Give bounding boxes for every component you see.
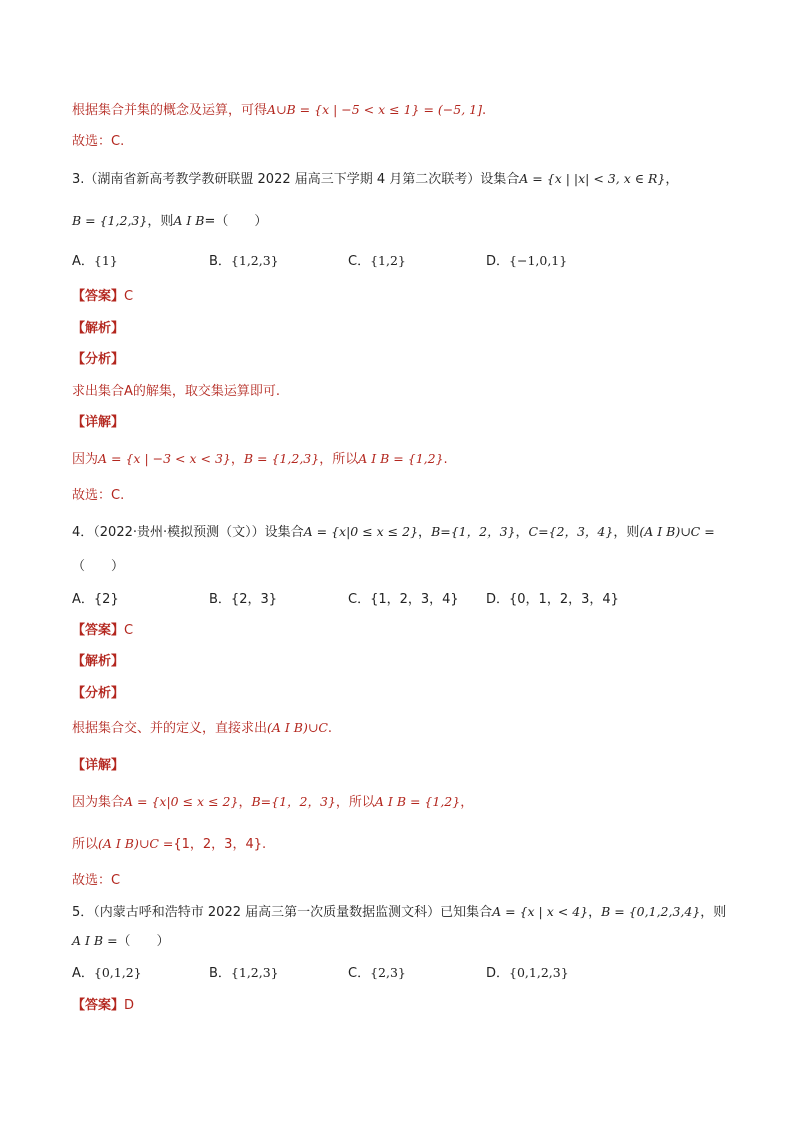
q5-answer-tag: 【答案】: [72, 998, 125, 1013]
q4-option-c: [348, 591, 459, 609]
q5-answer: [72, 997, 134, 1015]
q4-sep2: ，: [515, 525, 529, 540]
q5-stem-text: 5．（内蒙古呼和浩特市 2022 届高三第一次质量数据监测文科）已知集合: [72, 905, 493, 920]
q4-detail-set-b: B={1，2，3}: [251, 794, 336, 809]
q4-option-d-label: D．: [486, 592, 510, 607]
q5-option-b: [209, 964, 279, 983]
q4-option-c-value: {1，2，3，4}: [370, 592, 459, 607]
q4-stem-line2: （ ）: [72, 559, 125, 574]
q4-detail2-expr: (A I B)∪C =: [98, 836, 174, 851]
q4-option-b-value: {2，3}: [230, 592, 278, 607]
q4-set-b: B={1，2，3}: [431, 524, 516, 539]
q4-option-d: [486, 591, 619, 609]
q3-jiexi: 【解析】: [72, 321, 125, 336]
q5-option-d-value: {0,1,2,3}: [509, 965, 569, 980]
q3-option-c: [348, 252, 406, 271]
prev-conclusion-text: 根据集合并集的概念及运算，可得: [72, 103, 268, 118]
q4-detail-end: ，: [460, 795, 474, 810]
prev-conclusion-end: .: [482, 103, 487, 118]
q3-answer: [72, 288, 133, 306]
q4-analysis-expr: (A I B)∪C: [267, 720, 328, 735]
q3-xiangjie: 【详解】: [72, 415, 125, 430]
q5-option-c-label: C．: [348, 966, 371, 981]
q3-stem-comma: ，: [665, 172, 679, 187]
q4-detail2-text: 所以: [72, 837, 99, 852]
q3-choose: 故选：C.: [72, 488, 125, 503]
q3-option-d-label: D．: [486, 254, 510, 269]
q5-option-b-value: {1,2,3}: [230, 965, 279, 980]
q3-analysis: 求出集合A的解集，取交集运算即可.: [72, 384, 281, 399]
q4-stem-then: ，则: [613, 525, 640, 540]
q3-detail-text1: 因为: [72, 452, 99, 467]
q4-analysis: [72, 719, 332, 738]
q5-set-b: B = {0,1,2,3,4}: [601, 904, 701, 919]
q3-set-a: A = {x | |x| < 3, x ∈ R}: [519, 171, 666, 186]
q5-stem-line2: [72, 932, 170, 951]
q4-option-a-label: A．: [72, 592, 94, 607]
q3-detail: [72, 450, 448, 469]
q3-option-b-value: {1,2,3}: [230, 253, 279, 268]
prev-conclusion-math: A∪B = {x | −5 < x ≤ 1} = (−5, 1]: [267, 102, 483, 117]
q5-option-d-label: D．: [486, 966, 510, 981]
q4-jiexi: 【解析】: [72, 654, 125, 669]
q4-option-a: [72, 591, 119, 609]
q4-detail-sep: ，: [238, 795, 252, 810]
q4-detail2-end: .: [262, 837, 267, 852]
prev-conclusion: [72, 101, 486, 120]
q4-detail: [72, 793, 473, 812]
q4-option-b-label: B．: [209, 592, 231, 607]
q4-expr: (A I B)∪C =: [639, 524, 715, 539]
q3-option-d-value: {−1,0,1}: [509, 253, 568, 268]
q4-choose: 故选：C: [72, 873, 121, 888]
q4-option-a-value: {2}: [93, 592, 119, 607]
q4-stem-line1: [72, 523, 715, 542]
q4-answer-tag: 【答案】: [72, 623, 125, 638]
q3-set-b: B = {1,2,3}: [72, 213, 148, 228]
q5-option-b-label: B．: [209, 966, 231, 981]
q4-option-d-value: {0，1，2，3，4}: [509, 592, 619, 607]
q3-stem-line1: [72, 170, 678, 189]
q3-option-c-label: C．: [348, 254, 371, 269]
q3-stem-line2: [72, 212, 267, 231]
q5-stem-line1: [72, 903, 726, 922]
q5-option-d: [486, 964, 569, 983]
q4-detail-result: A I B = {1,2}: [374, 794, 461, 809]
q3-expr: A I B: [173, 213, 205, 228]
q5-option-a: [72, 964, 142, 983]
q4-stem-text: 4．（2022·贵州·模拟预测（文））设集合: [72, 525, 304, 540]
q3-stem-text: 3.（湖南省新高考教学教研联盟 2022 届高三下学期 4 月第二次联考）设集合: [72, 172, 520, 187]
q3-option-a-label: A．: [72, 254, 94, 269]
q4-analysis-text: 根据集合交、并的定义，直接求出: [72, 721, 268, 736]
q4-option-b: [209, 591, 277, 609]
q3-stem-blank: =（ ）: [204, 214, 268, 229]
q4-answer: [72, 622, 133, 640]
q4-answer-value: C: [124, 623, 134, 638]
q3-detail-sep: ，: [230, 452, 244, 467]
q4-option-c-label: C．: [348, 592, 371, 607]
q4-set-c: C={2，3，4}: [528, 524, 614, 539]
q4-xiangjie: 【详解】: [72, 758, 125, 773]
q5-set-a: A = {x | x < 4}: [492, 904, 589, 919]
q4-fenxi: 【分析】: [72, 686, 125, 701]
q3-option-a-value: {1}: [93, 253, 118, 268]
q3-stem-then: ，则: [147, 214, 174, 229]
q3-option-b: [209, 252, 279, 271]
prev-choose: 故选：C.: [72, 134, 125, 149]
q5-sep: ，: [588, 905, 602, 920]
q3-option-d: [486, 252, 567, 271]
q3-detail-result: A I B = {1,2}: [358, 451, 444, 466]
q5-answer-value: D: [124, 998, 135, 1013]
q3-detail-text2: ，所以: [319, 452, 359, 467]
q3-answer-value: C: [124, 289, 134, 304]
q4-sep1: ，: [418, 525, 432, 540]
q4-detail-set-a: A = {x|0 ≤ x ≤ 2}: [124, 794, 239, 809]
q5-option-c-value: {2,3}: [370, 965, 406, 980]
q4-detail-2: [72, 835, 266, 854]
q5-option-a-label: A．: [72, 966, 94, 981]
q4-set-a: A = {x|0 ≤ x ≤ 2}: [303, 524, 419, 539]
q4-detail2-value: {1，2，3，4}: [173, 837, 262, 852]
q5-option-a-value: {0,1,2}: [93, 965, 142, 980]
q5-stem-blank: （ ）: [117, 934, 170, 949]
q3-option-a: [72, 252, 118, 271]
q5-option-c: [348, 964, 406, 983]
q3-answer-tag: 【答案】: [72, 289, 125, 304]
q5-stem-then: ，则: [700, 905, 727, 920]
q3-option-b-label: B．: [209, 254, 231, 269]
q4-detail-text1: 因为集合: [72, 795, 125, 810]
q3-fenxi: 【分析】: [72, 352, 125, 367]
q5-expr: A I B =: [72, 933, 118, 948]
q3-detail-set-b: B = {1,2,3}: [243, 451, 320, 466]
q3-detail-end: .: [443, 452, 448, 467]
q4-detail-text2: ，所以: [335, 795, 375, 810]
q3-option-c-value: {1,2}: [370, 253, 406, 268]
q3-detail-set-a: A = {x | −3 < x < 3}: [98, 451, 231, 466]
q4-analysis-end: .: [327, 721, 333, 736]
